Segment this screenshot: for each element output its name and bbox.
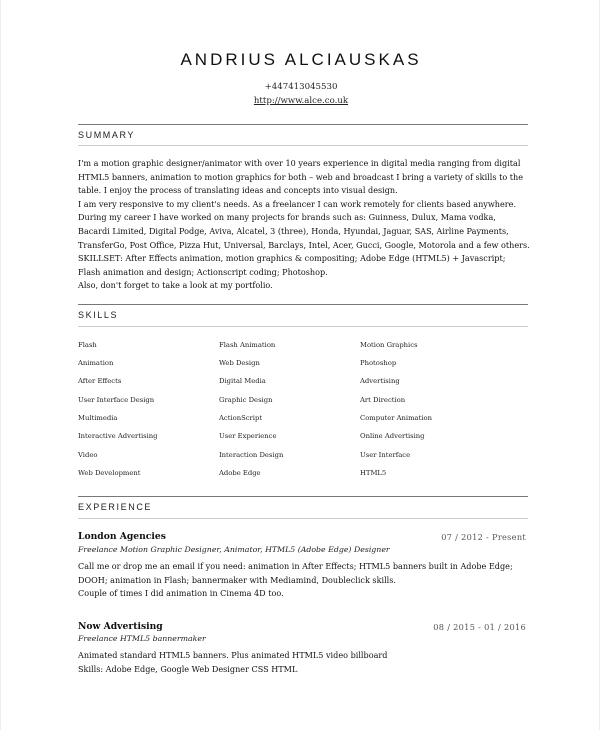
experience-heading: EXPERIENCE <box>78 502 153 512</box>
summary-line: During my career I have worked on many projects for brands such as: Guinness, Dulux, Mama vodka, Bacardi Limited, Digital Podge, Aviva, Alcatel, 3 (three), Honda, Hyundai, Jaguar, SAS, Airline Payments, TransferGo, Post Office, Pizza Hut, Universal, Barclays, Intel, Acer, Gucci, Google, Motorola and a few others. <box>78 212 530 250</box>
summary-line: I'm a motion graphic designer/animator with over 10 years experience in digital media ranging from digital HTML5 banners, animation to motion graphics for both – web and broadcast I bring a variety of skills to the table. I enjoy the process of translating ideas and concepts into visual design. <box>78 158 524 196</box>
skill-item: User Experience <box>219 432 277 440</box>
skill-item: Graphic Design <box>219 396 273 404</box>
skill-item: Motion Graphics <box>360 341 418 349</box>
experience-bottom-rule <box>78 518 528 519</box>
job-role: Freelance HTML5 bannermaker <box>78 634 206 643</box>
job-line: Skills: Adobe Edge, Google Web Designer CSS HTML <box>78 663 298 674</box>
skill-item: Photoshop <box>360 359 397 367</box>
skill-item: Multimedia <box>78 414 118 422</box>
job-dates: 08 / 2015 - 01 / 2016 <box>433 622 526 632</box>
skill-item: ActionScript <box>219 414 263 422</box>
skill-item: Adobe Edge <box>219 469 261 477</box>
job-role: Freelance Motion Graphic Designer, Animator, HTML5 (Adobe Edge) Designer <box>78 545 390 554</box>
job-company: London Agencies <box>78 531 166 542</box>
candidate-name: ANDRIUS ALCIAUSKAS <box>180 50 422 69</box>
skill-item: Art Direction <box>360 396 406 404</box>
job-description <box>78 649 530 676</box>
skill-item: Interaction Design <box>219 451 284 459</box>
skills-bottom-rule <box>78 326 528 327</box>
summary-bottom-rule <box>78 145 528 146</box>
skill-item: Interactive Advertising <box>78 432 158 440</box>
skill-item: Advertising <box>360 377 400 385</box>
job-line: Animated standard HTML5 banners. Plus animated HTML5 video billboard <box>78 650 388 660</box>
skill-item: User Interface <box>360 451 411 459</box>
skill-item: HTML5 <box>360 469 387 477</box>
experience-top-rule <box>78 496 528 497</box>
summary-line: I am very responsive to my client's needs. As a freelancer I can work remotely for clients based anywhere. <box>78 198 517 209</box>
summary-text <box>78 157 530 293</box>
skills-heading: SKILLS <box>78 310 119 320</box>
summary-line: SKILLSET: After Effects animation, motion graphics & compositing; Adobe Edge (HTML5) + Javascript; Flash animation and design; Actionscript coding; Photoshop. <box>78 253 506 277</box>
skill-item: Flash <box>78 341 97 349</box>
skill-item: Animation <box>78 359 114 367</box>
job-description <box>78 560 530 601</box>
portfolio-link[interactable]: http://www.alce.co.uk <box>253 96 349 106</box>
job-line: Couple of times I did animation in Cinema 4D too. <box>78 588 284 599</box>
job-company: Now Advertising <box>78 621 163 632</box>
skill-item: Digital Media <box>219 377 266 385</box>
job-line: Call me or drop me an email if you need: animation in After Effects; HTML5 banners built in Adobe Edge; DOOH; animation in Flash; bannermaker with Mediamind, Doubleclick skills. <box>78 561 513 585</box>
skill-item: Online Advertising <box>360 432 425 440</box>
skill-item: Web Design <box>219 359 260 367</box>
skill-item: Flash Animation <box>219 341 276 349</box>
skill-item: Video <box>78 451 98 459</box>
skill-item: After Effects <box>78 377 122 385</box>
skill-item: Computer Animation <box>360 414 432 422</box>
summary-top-rule <box>78 124 528 125</box>
skill-item: Web Development <box>78 469 141 477</box>
phone-number: +447413045530 <box>264 82 338 92</box>
skills-top-rule <box>78 304 528 305</box>
summary-heading: SUMMARY <box>78 130 136 140</box>
job-dates: 07 / 2012 - Present <box>441 532 526 542</box>
skill-item: User Interface Design <box>78 396 155 404</box>
summary-line: Also, don't forget to take a look at my portfolio. <box>78 280 273 291</box>
